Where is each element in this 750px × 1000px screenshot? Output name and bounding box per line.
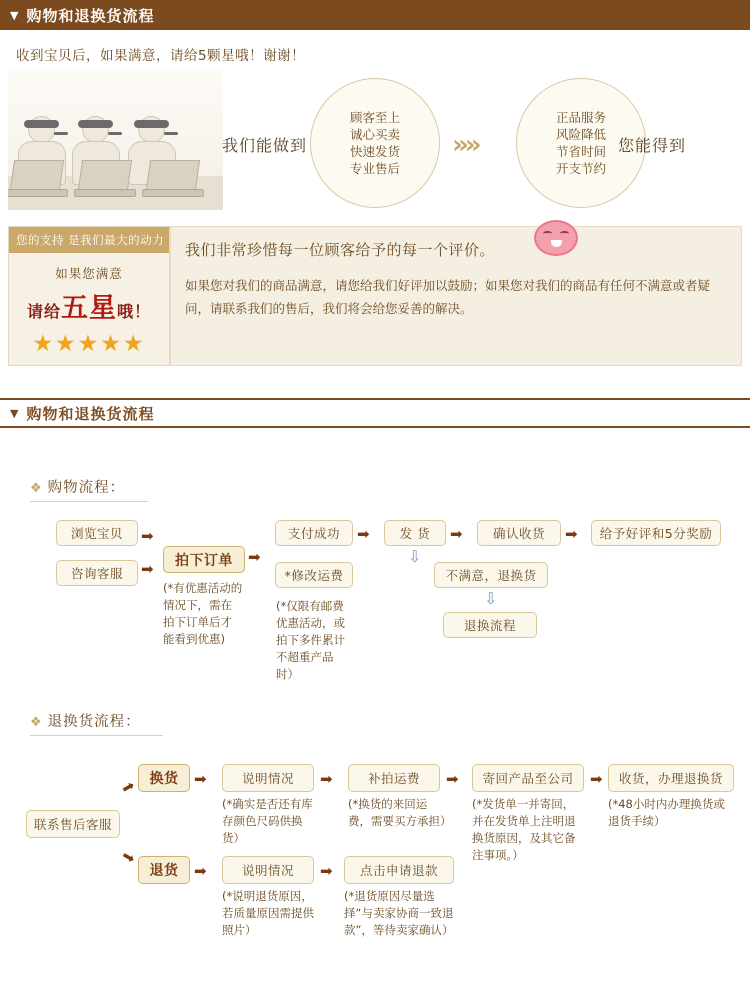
- arrow-unsatisfied-to-return: ⇩: [484, 589, 498, 608]
- five-star-request-box: [8, 226, 170, 366]
- shopping-flow-title-text: 购物流程：: [47, 480, 126, 496]
- node-consult: 咨询客服: [56, 560, 138, 586]
- arrow-contact-to-exchange: ➡: [118, 776, 138, 799]
- return-flow-title: [30, 710, 165, 731]
- node-return-flow: 退换流程: [443, 612, 537, 638]
- star-rating-icons: ★★★★★: [32, 331, 146, 357]
- node-modify-freight: *修改运费: [275, 562, 353, 588]
- review-title: 我们非常珍惜每一位顾客给予的每一个评价。: [185, 241, 496, 259]
- laptop-icon: [8, 160, 68, 200]
- note-apply-refund: (*退货原因尽量选择“与卖家协商一致退款”，等待卖家确认）: [344, 889, 454, 937]
- arrow-pay-to-ship: ➡: [357, 525, 370, 543]
- arrow-explain-to-apply: ➡: [320, 862, 333, 880]
- arrow-confirm-to-review: ➡: [565, 525, 578, 543]
- give-suffix: 哦！: [117, 302, 152, 321]
- node-ship: 发 货: [384, 520, 446, 546]
- laptop-base: [74, 189, 136, 197]
- node-exchange-explain: 说明情况: [222, 764, 314, 792]
- review-body: 如果您对我们的商品满意，请您给我们好评加以鼓励；如果您对我们的商品有任何不满意或者疑问，请联系我们的售后，我们将会给您妥善的解决。: [185, 278, 711, 316]
- promise-right-item: 开支节约: [555, 161, 606, 176]
- blushing-face-icon: [534, 216, 580, 256]
- node-pay-success: 支付成功: [275, 520, 353, 546]
- node-place-order: 拍下订单: [163, 546, 245, 573]
- promise-left-item: 顾客至上: [349, 110, 400, 125]
- node-good-review: 给予好评和5分奖励: [591, 520, 721, 546]
- node-apply-refund: 点击申请退款: [344, 856, 454, 884]
- microphone-icon: [54, 132, 68, 135]
- headset-icon: [24, 120, 59, 128]
- if-satisfied-label: 如果您满意: [55, 266, 123, 281]
- laptop-screen: [78, 160, 132, 190]
- node-confirm-receipt: 确认收货: [477, 520, 561, 546]
- title-underline: [30, 501, 148, 502]
- arrow-order-to-pay: ➡: [248, 548, 261, 566]
- arrow-ship-to-unsatisfied: ⇩: [408, 547, 422, 566]
- diamond-bullet-icon: ❖: [30, 715, 43, 730]
- give-prefix: 请给: [26, 302, 61, 321]
- note-refund-explain: (*说明退货原因，若质量原因需提供照片）: [222, 889, 314, 937]
- note-extra-freight: (*换货的来回运费，需要买方承担）: [348, 797, 452, 828]
- node-refund: 退货: [138, 856, 190, 884]
- triangle-icon: ▼: [10, 406, 20, 420]
- section-header-1-title: 购物和退换货流程: [26, 6, 155, 25]
- note-send-back: (*发货单一并寄回，并在发货单上注明退换货原因，及其它备注事项。）: [472, 797, 576, 862]
- promise-left-item: 诚心买卖: [349, 127, 400, 142]
- arrow-refund-to-explain: ➡: [194, 862, 207, 880]
- promise-left-item: 快速发货: [349, 144, 400, 159]
- headset-icon: [78, 120, 113, 128]
- section-header-2: [0, 398, 750, 428]
- section-header-1: [0, 0, 750, 30]
- support-banner: 您的支持 是我们最大的动力: [9, 227, 169, 253]
- node-extra-freight: 补拍运费: [348, 764, 440, 792]
- node-receive-handle: 收货，办理退换货: [608, 764, 734, 792]
- section-header-2-title: 购物和退换货流程: [26, 404, 155, 423]
- we-can-do-label: 我们能做到: [222, 136, 308, 155]
- we-can-do-circle: [310, 78, 440, 208]
- laptop-base: [142, 189, 204, 197]
- microphone-icon: [108, 132, 122, 135]
- chevron-right-icon: »»: [452, 130, 478, 160]
- intro-note: 收到宝贝后，如果满意，请给5颗星哦！谢谢！: [16, 48, 306, 64]
- face-shape: [534, 220, 578, 256]
- node-refund-explain: 说明情况: [222, 856, 314, 884]
- note-receive-handle: (*48小时内办理换货或退货手续）: [608, 797, 725, 828]
- triangle-icon: ▼: [10, 8, 20, 22]
- node-contact-service: 联系售后客服: [26, 810, 120, 838]
- arrow-ship-to-confirm: ➡: [450, 525, 463, 543]
- node-browse: 浏览宝贝: [56, 520, 138, 546]
- service-promise-panel: [0, 30, 750, 357]
- laptop-base: [8, 189, 68, 197]
- return-flow-title-text: 退换货流程：: [47, 714, 141, 730]
- customer-service-illustration: [8, 70, 223, 210]
- arrow-consult-to-order: ➡: [141, 560, 154, 578]
- arrow-explain-to-freight: ➡: [320, 770, 333, 788]
- note-exchange-explain: (*确实是否还有库存颜色尺码供换货）: [222, 797, 313, 845]
- node-send-back: 寄回产品至公司: [472, 764, 584, 792]
- shopping-flow-title: [30, 476, 150, 497]
- promise-left-item: 专业售后: [349, 161, 400, 176]
- promise-right-item: 风险降低: [555, 127, 606, 142]
- note-modify-freight: (*仅限有邮费优惠活动，或拍下多件累计不超重产品时）: [276, 599, 345, 681]
- give-five-star-label: [9, 286, 169, 325]
- review-appreciation-box: [170, 226, 742, 366]
- laptop-icon: [74, 160, 136, 200]
- microphone-icon: [164, 132, 178, 135]
- title-underline: [30, 735, 163, 736]
- laptop-screen: [10, 160, 64, 190]
- arrow-exchange-to-explain: ➡: [194, 770, 207, 788]
- arrow-freight-to-sendback: ➡: [446, 770, 459, 788]
- you-can-get-label: 您能得到: [618, 136, 687, 155]
- flowchart-panel: [0, 432, 750, 1000]
- laptop-icon: [142, 160, 204, 200]
- arrow-contact-to-refund: ➡: [118, 846, 139, 869]
- eye-right: [560, 231, 569, 236]
- diamond-bullet-icon: ❖: [30, 481, 43, 496]
- laptop-screen: [146, 160, 200, 190]
- eye-left: [543, 231, 552, 236]
- note-place-order: (*有优惠活动的情况下，需在拍下订单后才能看到优惠): [163, 581, 243, 646]
- node-unsatisfied: 不满意，退换货: [434, 562, 548, 588]
- arrow-sendback-to-receive: ➡: [590, 770, 603, 788]
- promise-right-item: 节省时间: [555, 144, 606, 159]
- node-exchange: 换货: [138, 764, 190, 792]
- arrow-browse-to-order: ➡: [141, 527, 154, 545]
- headset-icon: [134, 120, 169, 128]
- five-star-emphasis: 五星: [61, 293, 117, 324]
- promise-right-item: 正品服务: [555, 110, 606, 125]
